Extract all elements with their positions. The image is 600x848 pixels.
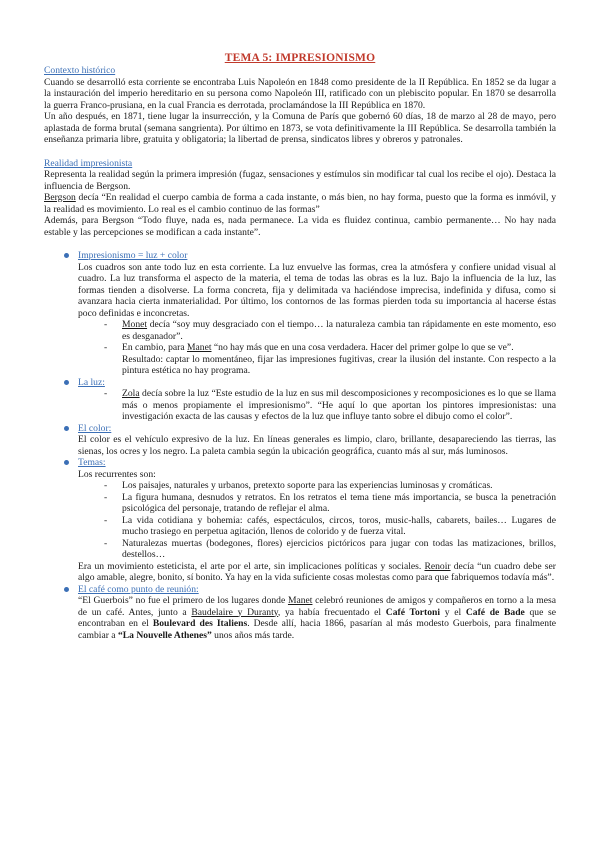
list-item-color	[78, 423, 556, 458]
resultado-paragraph: Resultado: captar lo momentáneo, fijar las impresiones fugitivas, crear la ilusión del instante. Con respecto a la pintura estética no hay programa.	[122, 353, 556, 376]
bergson-name: Bergson	[44, 192, 76, 203]
la-luz-sublist	[78, 388, 556, 423]
realidad-paragraph-1: Representa la realidad según la primera impresión (fugaz, sensaciones y estímulos sin modificar tal cual los recibe el ojo). Destaca la influencia de Bergson.	[44, 169, 556, 192]
list-item: - Los paisajes, naturales y urbanos, pretexto soporte para las experiencias luminosas y cromáticas.	[122, 480, 556, 492]
realidad-paragraph-2: Bergson decía “En realidad el cuerpo cambia de forma a cada instante, o más bien, no hay forma, puesto que la forma es inmóvil, y la realidad es movimiento. Lo real es el cambio continuo de las formas”	[44, 192, 556, 215]
cafe-paragraph: “El Guerbois” no fue el primero de los lugares donde Manet celebró reuniones de amigos y compañeros en torno a la mesa de un café. Antes, junto a Baudelaire y Duranty, ya había frecuentado el Café Tortoni y el Café de Bade que se encontraban en el Boulevard des Italiens. Desde allí, hacia 1866, pasarían al más modesto Guerbois, para finalmente cambiar a “La Nouvelle Athenes” unos años más tarde.	[78, 595, 557, 641]
contexto-heading[interactable]: Contexto histórico	[44, 65, 116, 76]
realidad-paragraph-3: Además, para Bergson “Todo fluye, nada es, nada permanece. La vida es fluidez continua, cambio permanente… No hay nada estable y las percepciones se modifican a cada instante”.	[44, 215, 556, 238]
luz-color-label[interactable]: Impresionismo = luz + color	[78, 250, 188, 261]
topic-list	[44, 250, 556, 641]
list-item-luz-color	[78, 250, 556, 377]
temas-label[interactable]: Temas:	[78, 457, 106, 468]
bullet-icon	[64, 426, 69, 431]
realidad-heading[interactable]: Realidad impresionista	[44, 157, 133, 169]
list-item-temas	[78, 457, 556, 584]
bullet-icon	[64, 253, 69, 258]
page-title: TEMA 5: IMPRESIONISMO	[224, 52, 376, 64]
luz-color-paragraph: Los cuadros son ante todo luz en esta corriente. La luz envuelve las formas, crea la atmósfera y confiere unidad visual al cuadro. La luz transforma el aspecto de la materia, el tema de todas las obras es la luz. Bajo la influencia de la luz, las formas tienden a disolverse. La forma concreta, fija y delimitada va haciéndose imprecisa, indefinida y difusa, como si avanzara hacia cierta inmaterialidad. Por último, los contornos de las formas pierden toda su importancia al hacerse éstas poco definidas e inconcretas.	[78, 261, 556, 319]
luz-color-sublist	[78, 319, 556, 354]
list-item: - Monet decía “soy muy desgraciado con el tiempo… la naturaleza cambia tan rápidamente en este momento, eso es desganador”.	[122, 319, 556, 342]
list-item-la-luz	[78, 377, 556, 423]
temas-intro: Los recurrentes son:	[78, 468, 156, 480]
list-item-cafe	[78, 584, 556, 642]
contexto-paragraph-1: Cuando se desarrolló esta corriente se encontraba Luis Napoleón en 1848 como presidente de la II República. En 1852 se da lugar a la instauración del imperio hereditario en su persona como Napoleón III, ratificado con un plebiscito popular. En 1870 se desarrolla la guerra Franco-prusiana, en la cual Francia es derrotada, proclamándose la III República en 1870.	[44, 76, 556, 111]
list-item: - La vida cotidiana y bohemia: cafés, espectáculos, circos, toros, music-halls, cabarets, bailes… Lugares de mucho trasiego en perpetua agitación, llenos de colorido y de fuerza vital.	[122, 515, 556, 538]
color-paragraph: El color es el vehículo expresivo de la luz. En líneas generales es limpio, claro, brillante, desapareciendo las tierras, las sienas, los ocres y los negro. La paleta cambia según la ubicación geográfica, cuanto más al sur, más luminosos.	[78, 434, 556, 457]
temas-outro: Era un movimiento esteticista, el arte por el arte, sin implicaciones políticas y sociales. Renoir decía “un cuadro debe ser algo amable, alegre, bonito, sí bonito. Ya hay en la vida suficiente cosas molestas como para que fabriquemos todavía más”.	[78, 560, 556, 583]
bullet-icon	[64, 460, 69, 465]
list-item: - Naturalezas muertas (bodegones, flores) ejercicios pictóricos para jugar con todas las matizaciones, brillos, destellos…	[122, 538, 556, 561]
la-luz-label[interactable]: La luz:	[78, 376, 105, 388]
list-item: - Zola decía sobre la luz “Este estudio de la luz en sus mil descomposiciones y recomposiciones es lo que se llama más o menos propiamente el impresionismo”. “He aquí lo que aportan los pintores impresionistas: una investigación exacta de las causas y efectos de la luz que influye tanto sobre el dibujo como el color”.	[122, 388, 556, 423]
color-label[interactable]: El color:	[78, 422, 112, 434]
bullet-icon	[64, 380, 69, 385]
list-item: - La figura humana, desnudos y retratos. En los retratos el tema tiene más importancia, se busca la penetración psicológica del personaje, tratando de reflejar el alma.	[122, 492, 556, 515]
temas-sublist	[78, 480, 556, 561]
contexto-paragraph-2: Un año después, en 1871, tiene lugar la insurrección, y la Comuna de París que gobernó 60 días, 18 de marzo al 28 de mayo, pero aplastada de forma brutal (semana sangrienta). Por último en 1873, se vota definitivamente la III República. Se desarrolla también la enseñanza primaria libre, gratuita y obligatoria; la libertad de prensa, sindicatos libres y obreros y patronales.	[44, 111, 556, 145]
cafe-label[interactable]: El café como punto de reunión:	[78, 583, 199, 595]
bullet-icon	[64, 587, 69, 592]
list-item: - En cambio, para Manet “no hay más que en una cosa verdadera. Hacer del primer golpe lo que se ve”.	[122, 342, 556, 354]
